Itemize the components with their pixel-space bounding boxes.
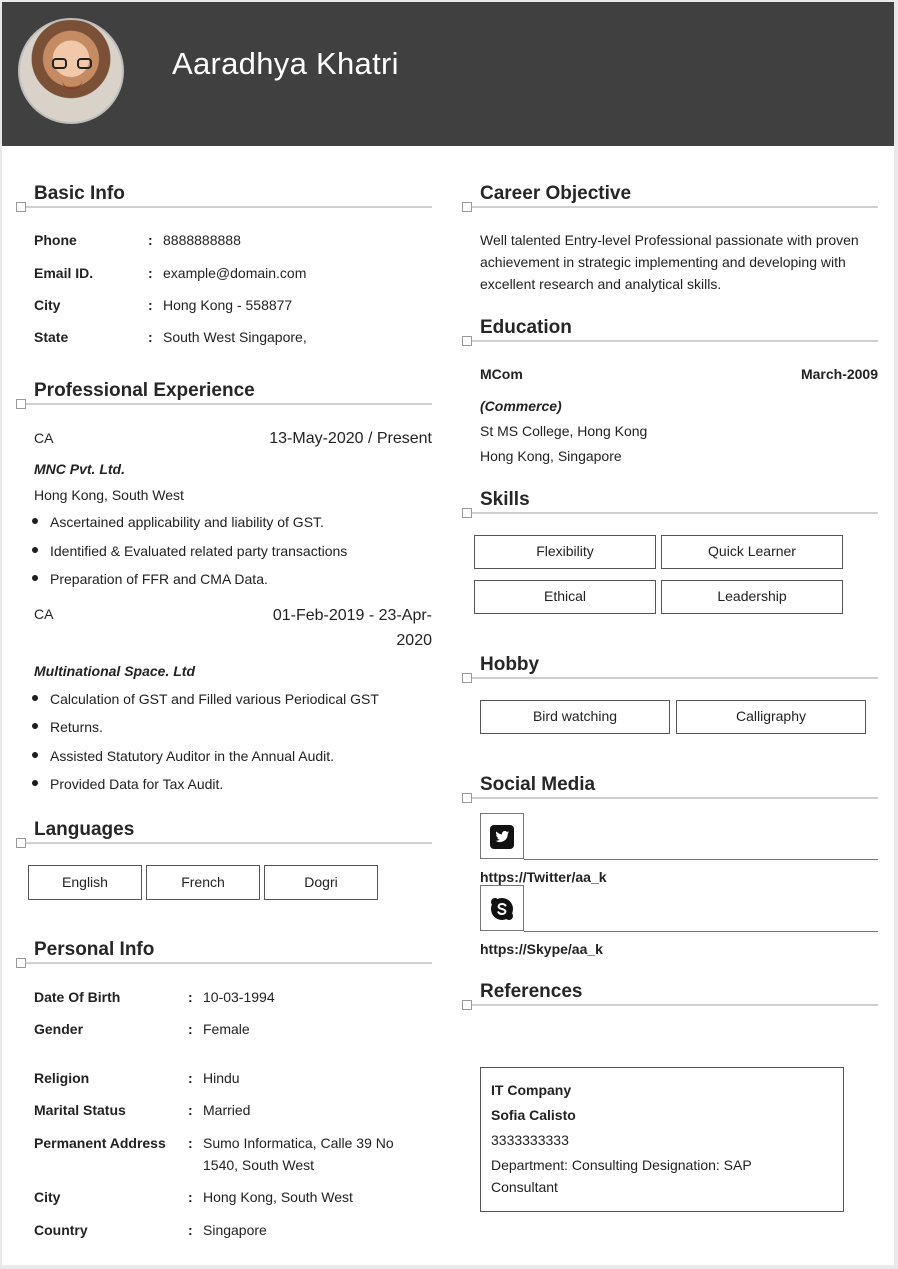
hobby-chip: Bird watching	[480, 700, 670, 734]
job-point: Assisted Statutory Auditor in the Annual Audit.	[50, 748, 335, 764]
email-value: example@domain.com	[163, 265, 307, 281]
bullet-dot	[32, 518, 38, 524]
education-degree: MCom	[480, 366, 523, 382]
language-chip: French	[146, 865, 260, 900]
address-label: Permanent Address	[34, 1135, 166, 1151]
candidate-name: Aaradhya Khatri	[172, 46, 399, 81]
social-divider	[524, 859, 878, 860]
phone-value: 8888888888	[163, 232, 241, 248]
references-title: References	[480, 981, 583, 1002]
education-date: March-2009	[800, 366, 878, 382]
twitter-icon-box	[480, 813, 524, 859]
city-value: Hong Kong - 558877	[163, 297, 293, 313]
pi-city-label: City	[34, 1189, 61, 1205]
section-divider	[472, 340, 878, 342]
state-value: South West Singapore,	[163, 329, 307, 345]
gender-label: Gender	[34, 1021, 84, 1037]
section-divider	[26, 842, 432, 844]
section-marker	[462, 673, 472, 683]
reference-phone: 3333333333	[491, 1132, 569, 1148]
reference-company: IT Company	[491, 1082, 572, 1098]
job-role: CA	[34, 606, 54, 622]
job-point: Ascertained applicability and liability of GST.	[50, 514, 324, 530]
education-title: Education	[480, 317, 572, 338]
city-label: City	[34, 297, 61, 313]
job-company: MNC Pvt. Ltd.	[34, 461, 125, 477]
job-point: Identified & Evaluated related party transactions	[50, 543, 348, 559]
section-marker	[462, 1000, 472, 1010]
section-divider	[472, 206, 878, 208]
section-divider	[26, 403, 432, 405]
job-dates: 13-May-2020 / Present	[269, 430, 432, 447]
phone-label: Phone	[34, 232, 77, 248]
section-divider	[472, 1004, 878, 1006]
basic-info-title: Basic Info	[34, 183, 125, 204]
smile-shape	[62, 80, 82, 90]
bullet-dot	[32, 752, 38, 758]
section-marker	[462, 508, 472, 518]
language-chip: Dogri	[264, 865, 378, 900]
reference-designation: Consultant	[491, 1179, 558, 1195]
job-point: Provided Data for Tax Audit.	[50, 776, 224, 792]
resume-header	[2, 2, 894, 146]
objective-text: excellent research and analytical skills.	[480, 276, 722, 292]
section-marker	[16, 202, 26, 212]
job-point: Calculation of GST and Filled various Periodical GST	[50, 691, 379, 707]
skill-chip: Flexibility	[474, 535, 656, 569]
glasses-shape	[52, 58, 92, 70]
job-company: Multinational Space. Ltd	[34, 663, 196, 679]
gender-value: Female	[203, 1021, 250, 1037]
section-marker	[16, 399, 26, 409]
education-college: St MS College, Hong Kong	[480, 423, 648, 439]
social-divider	[524, 931, 878, 932]
country-value: Singapore	[203, 1222, 267, 1238]
education-field: (Commerce)	[480, 398, 562, 414]
languages-title: Languages	[34, 819, 135, 840]
section-marker	[462, 336, 472, 346]
reference-person: Sofia Calisto	[491, 1107, 576, 1123]
job-location: Hong Kong, South West	[34, 487, 184, 503]
section-marker	[16, 838, 26, 848]
section-divider	[26, 962, 432, 964]
skype-icon-box	[480, 885, 524, 931]
skills-title: Skills	[480, 489, 530, 510]
job-point: Preparation of FFR and CMA Data.	[50, 571, 268, 587]
section-divider	[472, 512, 878, 514]
dob-label: Date Of Birth	[34, 989, 121, 1005]
objective-text: Well talented Entry-level Professional passionate with proven	[480, 232, 859, 248]
social-media-title: Social Media	[480, 774, 596, 795]
state-label: State	[34, 329, 69, 345]
bullet-dot	[32, 695, 38, 701]
section-marker	[462, 793, 472, 803]
job-dates: 01-Feb-2019 - 23-Apr-	[272, 607, 432, 624]
bullet-dot	[32, 780, 38, 786]
language-chip: English	[28, 865, 142, 900]
twitter-url[interactable]: https://Twitter/aa_k	[480, 869, 607, 885]
profile-photo	[18, 18, 124, 124]
bullet-dot	[32, 575, 38, 581]
dob-value: 10-03-1994	[203, 989, 275, 1005]
objective-text: achievement in strategic implementing and developing with	[480, 254, 846, 270]
section-marker	[462, 202, 472, 212]
email-label: Email ID.	[34, 265, 94, 281]
skype-url[interactable]: https://Skype/aa_k	[480, 941, 603, 957]
bullet-dot	[32, 723, 38, 729]
bullet-dot	[32, 547, 38, 553]
section-divider	[472, 677, 878, 679]
job-role: CA	[34, 430, 54, 446]
address-value: 1540, South West	[203, 1157, 315, 1173]
marital-status-value: Married	[203, 1102, 251, 1118]
education-location: Hong Kong, Singapore	[480, 448, 622, 464]
reference-designation: Department: Consulting Designation: SAP	[491, 1157, 752, 1173]
skill-chip: Quick Learner	[661, 535, 843, 569]
pi-city-value: Hong Kong, South West	[203, 1189, 353, 1205]
section-divider	[472, 797, 878, 799]
personal-info-title: Personal Info	[34, 939, 155, 960]
religion-value: Hindu	[203, 1070, 240, 1086]
skype-icon	[489, 896, 515, 922]
section-divider	[26, 206, 432, 208]
section-marker	[16, 958, 26, 968]
address-value: Sumo Informatica, Calle 39 No	[203, 1135, 394, 1151]
twitter-icon	[490, 825, 514, 849]
hobby-chip: Calligraphy	[676, 700, 866, 734]
skill-chip: Ethical	[474, 580, 656, 614]
job-point: Returns.	[50, 719, 103, 735]
skill-chip: Leadership	[661, 580, 843, 614]
hobby-title: Hobby	[480, 654, 540, 675]
career-objective-title: Career Objective	[480, 183, 632, 204]
marital-status-label: Marital Status	[34, 1102, 126, 1118]
experience-title: Professional Experience	[34, 380, 255, 401]
country-label: Country	[34, 1222, 88, 1238]
religion-label: Religion	[34, 1070, 90, 1086]
job-dates: 2020	[396, 632, 432, 649]
resume-page: Aaradhya Khatri Basic Info Phone : 8888888888 Email ID. : example@domain.com City : Hong Kong - 558877 State : South West Singapore, Professional Experience CA 13-May-2020 / Present MNC Pvt. Ltd. Hong Kong, South West Ascertained applicability and liability of GST. Identified & Evaluated related party transactions Preparation of FFR and CMA Data. CA 01-Feb-2019 - 23-Apr- 2020 Multinational Space. Ltd Calculation of GST and Filled various Periodical GST Returns. Assisted Statutory Auditor in the Annual Audit. Provided Data for Tax Audit. Languages English French Dogri Personal Info Date Of Birth : 10-03-1994 Gender : Female Religion : Hindu Marital Status : Married Permanent Address : Sumo Informatica, Calle 39 No 1540, South West City : Hong Kong, South West Country : Singapore Career Objective Well talented Entry-level Professional passionate with proven achievement in strategic implementing and developing with excellent research and analytical skills. Education MCom March-2009 (Commerce) St MS College, Hong Kong Hong Kong, Singapore Skills Flexibility Quick Learner Ethical Leadership Hobby Bird watching Calligraphy Social Media https://Twitter/aa_k https://Skype/aa_k References IT Company Sofia Calisto 3333333333 Department: Consulting Designation: SAP Consultant	[2, 2, 894, 1265]
